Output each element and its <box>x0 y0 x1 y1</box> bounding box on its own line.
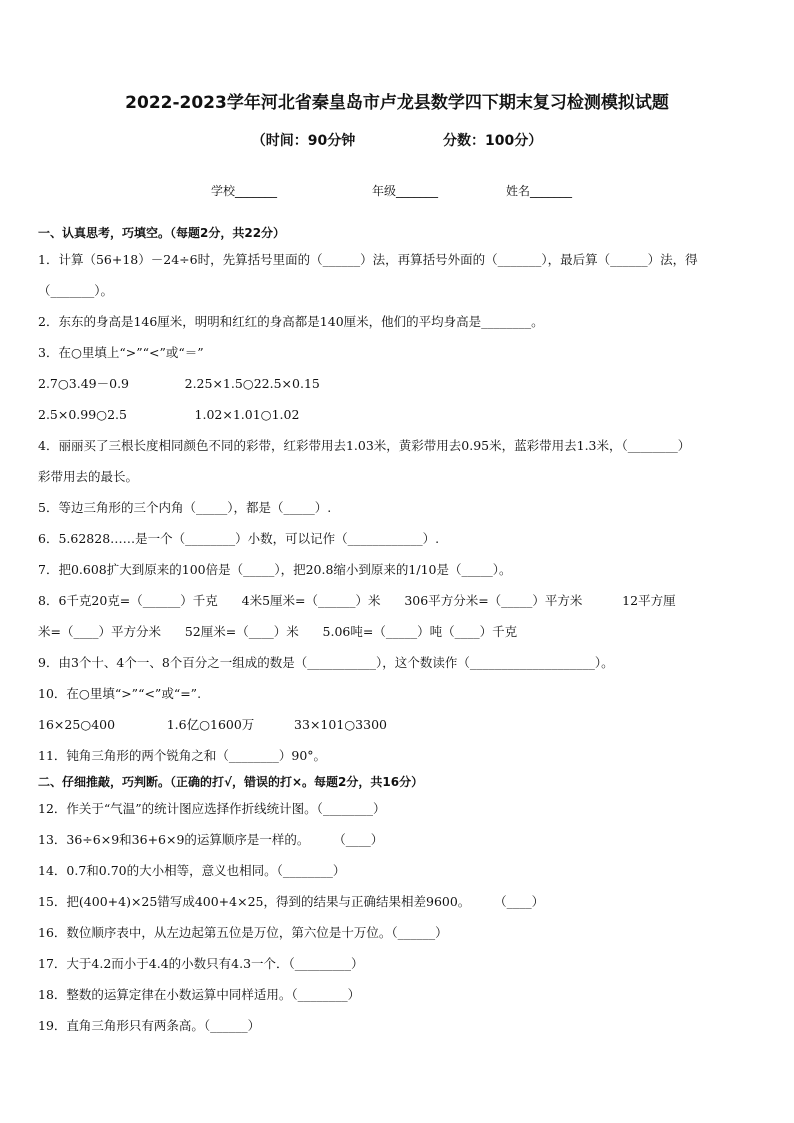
question-3-row-1: 2.7○3.49－0.9 2.25×1.5○22.5×0.15 <box>38 376 320 391</box>
question-13: 13．36÷6×9和36+6×9的运算顺序是一样的。 （____） <box>38 832 384 847</box>
exam-title: 2022-2023学年河北省秦皇岛市卢龙县数学四下期末复习检测模拟试题 <box>125 93 669 113</box>
question-3: 3．在○里填上“>”“<”或“＝” <box>38 345 204 360</box>
question-10-row: 16×25○400 1.6亿○1600万 33×101○3300 <box>38 717 387 732</box>
question-5: 5．等边三角形的三个内角（_____），都是（_____）. <box>38 500 332 515</box>
question-8: 8．6千克20克=（______）千克 4米5厘米=（______）米 306平方分米=（_____）平方米 12平方厘 <box>38 593 676 608</box>
question-4-cont: 彩带用去的最长。 <box>38 469 139 484</box>
question-10: 10．在○里填“>”“<”或“=”. <box>38 686 202 701</box>
question-16: 16．数位顺序表中，从左边起第五位是万位，第六位是十万位。（______） <box>38 925 448 940</box>
question-12: 12．作关于“气温”的统计图应选择作折线统计图。（________） <box>38 801 386 816</box>
question-15: 15．把(400+4)×25错写成400+4×25，得到的结果与正确结果相差9600。 （____） <box>38 894 545 909</box>
question-1: 1．计算（56+18）－24÷6时，先算括号里面的（______）法，再算括号外面的（_______），最后算（______）法，得 <box>38 252 698 267</box>
question-4: 4．丽丽买了三根长度相同颜色不同的彩带，红彩带用去1.03米，黄彩带用去0.95米，蓝彩带用去1.3米，（________） <box>38 438 691 453</box>
question-7: 7．把0.608扩大到原来的100倍是（_____），把20.8缩小到原来的1/10是（_____）。 <box>38 562 512 577</box>
question-19: 19．直角三角形只有两条高。（______） <box>38 1018 261 1033</box>
question-2: 2．东东的身高是146厘米，明明和红红的身高都是140厘米，他们的平均身高是________。 <box>38 314 544 329</box>
name-field[interactable]: 姓名_______ <box>506 184 573 198</box>
question-3-row-2: 2.5×0.99○2.5 1.02×1.01○1.02 <box>38 407 300 422</box>
question-17: 17．大于4.2而小于4.4的小数只有4.3一个．（_________） <box>38 956 364 971</box>
question-14: 14．0.7和0.70的大小相等，意义也相同。（________） <box>38 863 346 878</box>
question-1-cont: （_______）。 <box>38 283 114 298</box>
question-6: 6．5.62828……是一个（________）小数，可以记作（____________）. <box>38 531 440 546</box>
question-8-cont: 米=（____）平方分米 52厘米=（____）米 5.06吨=（_____）吨（____）千克 <box>38 624 518 639</box>
question-9: 9．由3个十、4个一、8个百分之一组成的数是（___________），这个数读作（____________________）。 <box>38 655 614 670</box>
question-11: 11．钝角三角形的两个锐角之和（________）90°。 <box>38 748 327 763</box>
section-heading: 二、仔细推敲，巧判断。（正确的打√，错误的打×。每题2分，共16分） <box>38 775 424 789</box>
question-18: 18．整数的运算定律在小数运算中同样适用。（________） <box>38 987 361 1002</box>
school-field[interactable]: 学校_______ <box>211 184 278 198</box>
grade-field[interactable]: 年级_______ <box>372 184 439 198</box>
exam-subtitle: （时间：90分钟 分数：100分） <box>251 133 543 149</box>
section-heading: 一、认真思考，巧填空。（每题2分，共22分） <box>38 226 286 240</box>
exam-content <box>38 222 760 1041</box>
